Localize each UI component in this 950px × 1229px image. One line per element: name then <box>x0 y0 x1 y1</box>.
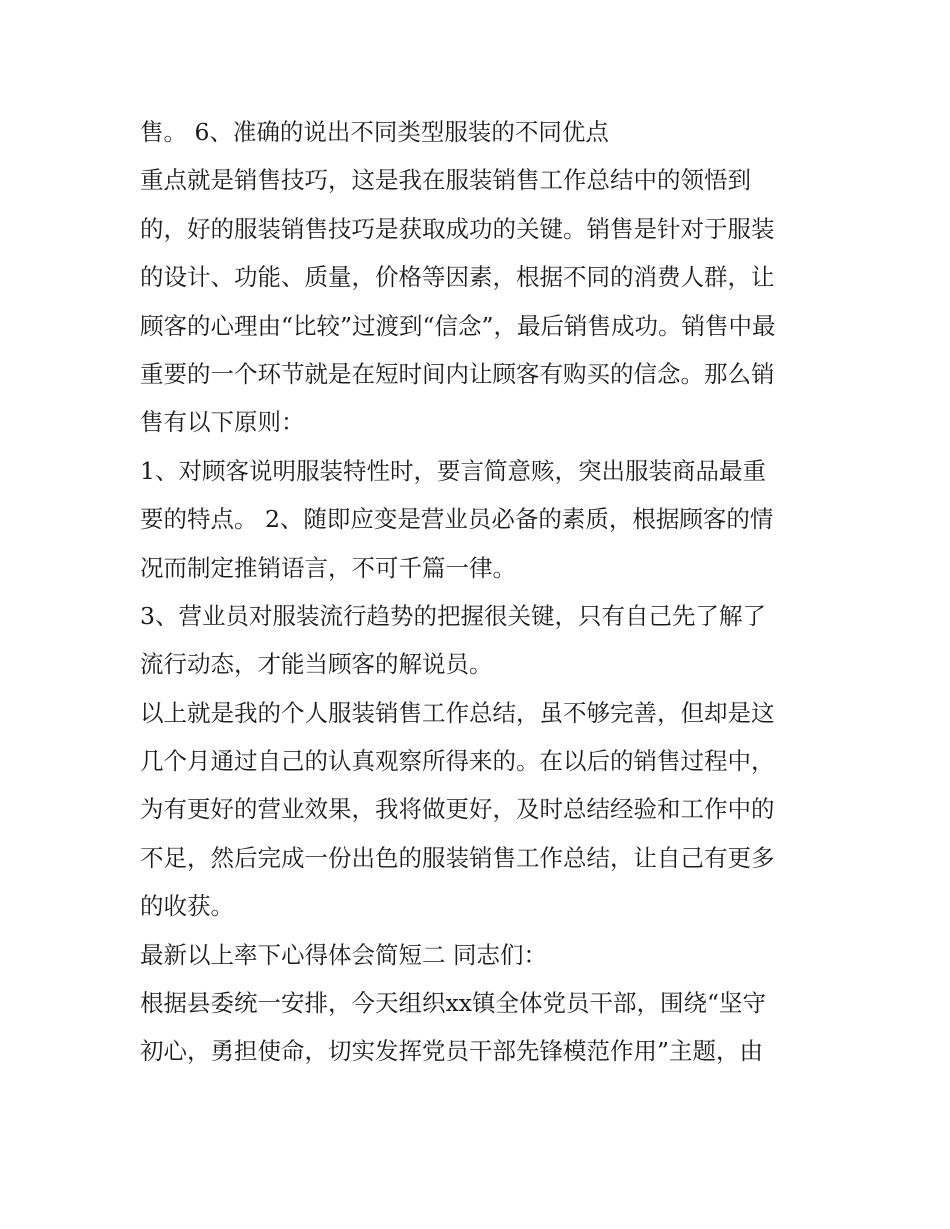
text-line: 不足，然后完成一份出色的服装销售工作总结，让自己有更多 <box>140 843 775 872</box>
text-line: 根据县委统一安排，今天组织xx镇全体党员干部，围绕“坚守 <box>140 989 767 1018</box>
text-line: 的，好的服装销售技巧是获取成功的关键。销售是针对于服装 <box>140 214 775 243</box>
text-line: 以上就是我的个人服装销售工作总结，虽不够完善，但却是这 <box>140 698 775 727</box>
body-text <box>140 108 820 1076</box>
text-line: 的收获。 <box>140 892 234 921</box>
text-line: 1、对顾客说明服装特性时，要言简意赅，突出服装商品最重 <box>140 456 766 485</box>
text-line: 几个月通过自己的认真观察所得来的。在以后的销售过程中， <box>140 747 775 776</box>
text-line: 的设计、功能、质量，价格等因素，根据不同的消费人群，让 <box>140 263 775 292</box>
text-line: 流行动态，才能当顾客的解说员。 <box>140 650 493 679</box>
text-line: 况而制定推销语言，不可千篇一律。 <box>140 553 516 582</box>
text-line: 顾客的心理由“比较”过渡到“信念”，最后销售成功。销售中最 <box>140 311 776 340</box>
text-line: 售。 6、准确的说出不同类型服装的不同优点 <box>140 118 609 146</box>
section-heading: 最新以上率下心得体会简短二 同志们： <box>140 940 547 969</box>
text-line: 要的特点。 2、随即应变是营业员必备的素质，根据顾客的情 <box>140 505 774 534</box>
text-line: 重点就是销售技巧，这是我在服装销售工作总结中的领悟到 <box>140 166 751 195</box>
text-line: 初心，勇担使命，切实发挥党员干部先锋模范作用”主题，由 <box>140 1037 764 1066</box>
text-line: 售有以下原则： <box>140 408 305 437</box>
text-line: 为有更好的营业效果，我将做更好，及时总结经验和工作中的 <box>140 795 775 824</box>
text-line: 重要的一个环节就是在短时间内让顾客有购买的信念。那么销 <box>140 359 775 388</box>
text-line: 3、营业员对服装流行趋势的把握很关键，只有自己先了解了 <box>140 601 766 630</box>
